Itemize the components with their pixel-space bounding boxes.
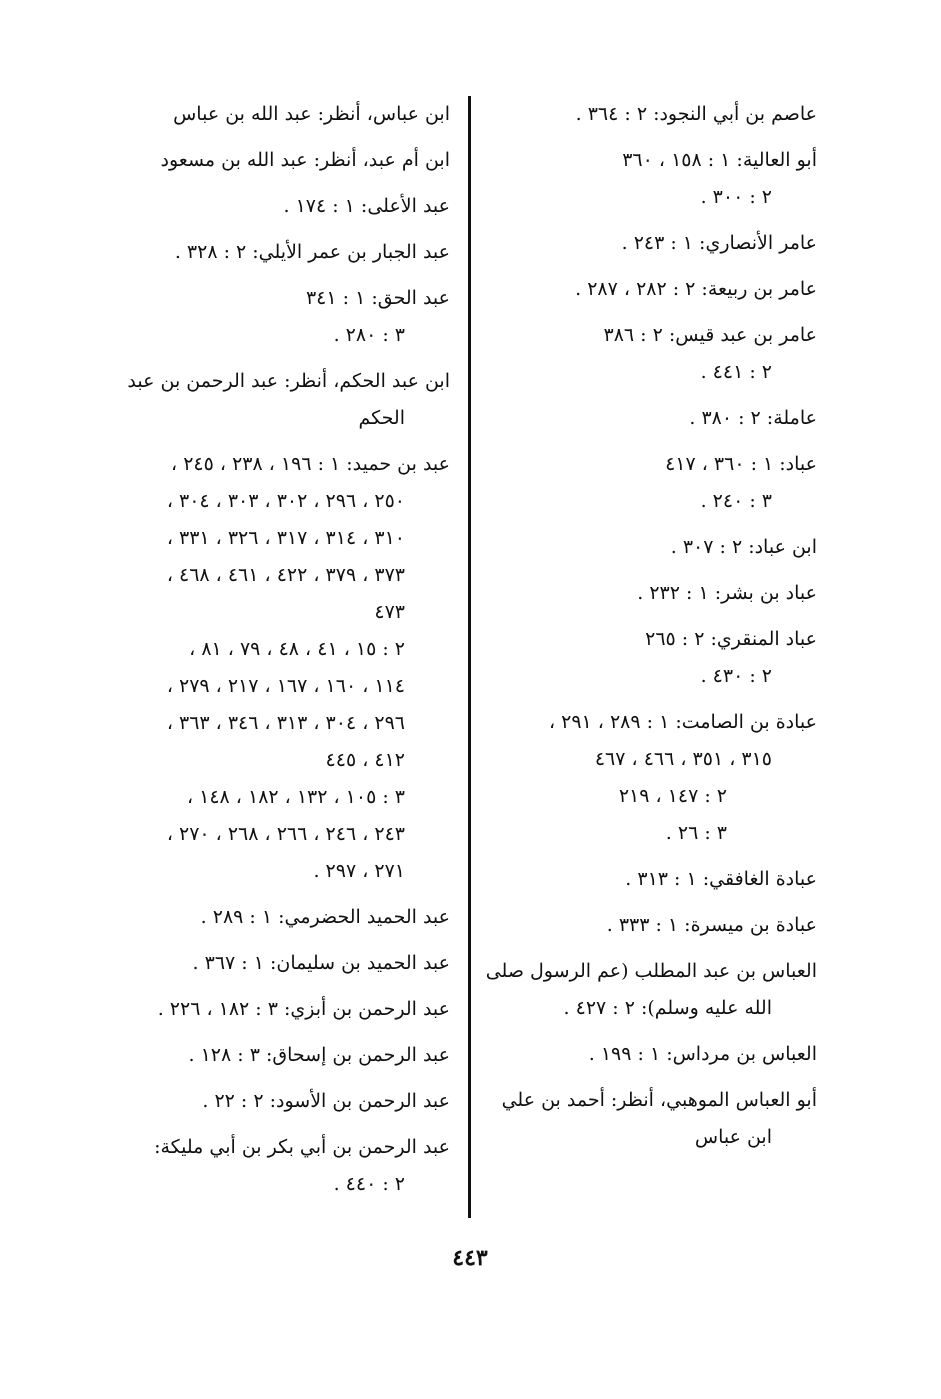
column-divider	[468, 96, 471, 1218]
entry-line: عبد الحميد بن سليمان: ١ : ٣٦٧ .	[192, 952, 450, 974]
entry-line: عبادة الغافقي: ١ : ٣١٣ .	[625, 868, 817, 890]
entry-line: ابن عباس، أنظر: عبد الله بن عباس	[173, 103, 450, 125]
entry-line: ابن عبد الحكم، أنظر: عبد الرحمن بن عبد	[127, 370, 450, 392]
index-entry	[487, 446, 817, 520]
entry-line: عامر بن عبد قيس: ٢ : ٣٨٦	[603, 324, 817, 346]
index-entry	[120, 446, 450, 890]
index-entry	[120, 1037, 450, 1074]
index-entry	[487, 271, 817, 308]
entry-line: العباس بن عبد المطلب (عم الرسول صلى	[485, 960, 817, 982]
entry-line: ٣ : ٢٦ .	[665, 822, 727, 844]
entry-line: عبادة بن الصامت: ١ : ٢٨٩ ، ٢٩١ ،	[548, 711, 817, 733]
entry-line: عاصم بن أبي النجود: ٢ : ٣٦٤ .	[575, 103, 817, 125]
index-entry	[487, 861, 817, 898]
entry-line: عبد الحق: ١ : ٣٤١	[305, 287, 450, 309]
entry-line: ٤١٢ ، ٤٤٥	[325, 749, 405, 771]
entry-line: عامر الأنصاري: ١ : ٢٤٣ .	[621, 232, 817, 254]
entry-line: عاملة: ٢ : ٣٨٠ .	[689, 407, 817, 429]
entry-line: ٢٩٦ ، ٣٠٤ ، ٣١٣ ، ٣٤٦ ، ٣٦٣ ،	[166, 712, 405, 734]
entry-line: عامر بن ربيعة: ٢ : ٢٨٢ ، ٢٨٧ .	[575, 278, 817, 300]
entry-line: العباس بن مرداس: ١ : ١٩٩ .	[588, 1043, 817, 1065]
entry-line: ٣١٥ ، ٣٥١ ، ٤٦٦ ، ٤٦٧	[594, 748, 772, 770]
entry-line: عبد الرحمن بن الأسود: ٢ : ٢٢ .	[202, 1090, 450, 1112]
page-number: ٤٤٣	[452, 1245, 488, 1271]
entry-line: ابن أم عبد، أنظر: عبد الله بن مسعود	[160, 149, 450, 171]
entry-line: ٢ : ٤٣٠ .	[700, 665, 772, 687]
index-entry	[120, 188, 450, 225]
index-entry	[120, 142, 450, 179]
entry-line: ٢ : ٤٤٠ .	[333, 1173, 405, 1195]
index-entry	[487, 953, 817, 1027]
entry-line: ٣٧٣ ، ٣٧٩ ، ٤٢٢ ، ٤٦١ ، ٤٦٨ ،	[166, 564, 405, 586]
entry-line: ٣ : ١٠٥ ، ١٣٢ ، ١٨٢ ، ١٤٨ ،	[186, 786, 405, 808]
entry-line: عبد الحميد الحضرمي: ١ : ٢٨٩ .	[200, 906, 450, 928]
entry-line: عباد بن بشر: ١ : ٢٣٢ .	[637, 582, 817, 604]
entry-line: عباد: ١ : ٣٦٠ ، ٤١٧	[665, 453, 817, 475]
entry-line: عباد المنقري: ٢ : ٢٦٥	[645, 628, 817, 650]
entry-line: عبد الرحمن بن أبي بكر بن أبي مليكة:	[154, 1136, 450, 1158]
entry-line: ابن عباس	[694, 1126, 772, 1148]
entry-line: عبادة بن ميسرة: ١ : ٣٣٣ .	[606, 914, 817, 936]
index-entry	[487, 317, 817, 391]
index-entry	[120, 234, 450, 271]
index-entry	[487, 96, 817, 133]
entry-line: ٣ : ٢٤٠ .	[700, 490, 772, 512]
entry-line: ٢ : ١٤٧ ، ٢١٩	[618, 785, 727, 807]
index-entry	[487, 621, 817, 695]
entry-line: الله عليه وسلم): ٢ : ٤٢٧ .	[563, 997, 772, 1019]
entry-line: عبد الأعلى: ١ : ١٧٤ .	[283, 195, 450, 217]
index-entry	[120, 899, 450, 936]
index-entry	[120, 945, 450, 982]
entry-line: عبد الجبار بن عمر الأيلي: ٢ : ٣٢٨ .	[174, 241, 450, 263]
entry-line: ٢ : ٤٤١ .	[700, 361, 772, 383]
entry-line: أبو العباس الموهبي، أنظر: أحمد بن علي	[501, 1089, 817, 1111]
entry-line: ابن عباد: ٢ : ٣٠٧ .	[670, 536, 817, 558]
entry-line: ٣١٠ ، ٣١٤ ، ٣١٧ ، ٣٢٦ ، ٣٣١ ،	[166, 527, 405, 549]
index-column-left	[120, 96, 450, 1212]
entry-line: عبد الرحمن بن أبزي: ٣ : ١٨٢ ، ٢٢٦ .	[157, 998, 450, 1020]
entry-line: عبد بن حميد: ١ : ١٩٦ ، ٢٣٨ ، ٢٤٥ ،	[171, 453, 450, 475]
entry-line: أبو العالية: ١ : ١٥٨ ، ٣٦٠	[622, 149, 817, 171]
entry-line: ٢٧١ ، ٢٩٧ .	[313, 860, 405, 882]
entry-line: ٢٤٣ ، ٢٤٦ ، ٢٦٦ ، ٢٦٨ ، ٢٧٠ ،	[166, 823, 405, 845]
index-entry	[120, 363, 450, 437]
index-entry	[487, 225, 817, 262]
index-entry	[120, 1129, 450, 1203]
entry-line: ٢ : ١٥ ، ٤١ ، ٤٨ ، ٧٩ ، ٨١ ،	[189, 638, 405, 660]
entry-line: ٢ : ٣٠٠ .	[700, 186, 772, 208]
index-entry	[487, 907, 817, 944]
index-entry	[487, 400, 817, 437]
entry-line: الحكم	[358, 407, 405, 429]
index-column-right	[487, 96, 817, 1165]
index-entry	[120, 280, 450, 354]
index-entry	[120, 96, 450, 133]
entry-line: ٢٥٠ ، ٢٩٦ ، ٣٠٢ ، ٣٠٣ ، ٣٠٤ ،	[166, 490, 405, 512]
index-entry	[487, 142, 817, 216]
index-entry	[487, 529, 817, 566]
entry-line: ٤٧٣	[374, 601, 405, 623]
entry-line: عبد الرحمن بن إسحاق: ٣ : ١٢٨ .	[188, 1044, 450, 1066]
index-entry	[487, 704, 817, 852]
index-entry	[120, 991, 450, 1028]
entry-line: ١١٤ ، ١٦٠ ، ١٦٧ ، ٢١٧ ، ٢٧٩ ،	[166, 675, 405, 697]
entry-line: ٣ : ٢٨٠ .	[333, 324, 405, 346]
index-entry	[120, 1083, 450, 1120]
index-entry	[487, 1082, 817, 1156]
index-entry	[487, 1036, 817, 1073]
index-entry	[487, 575, 817, 612]
